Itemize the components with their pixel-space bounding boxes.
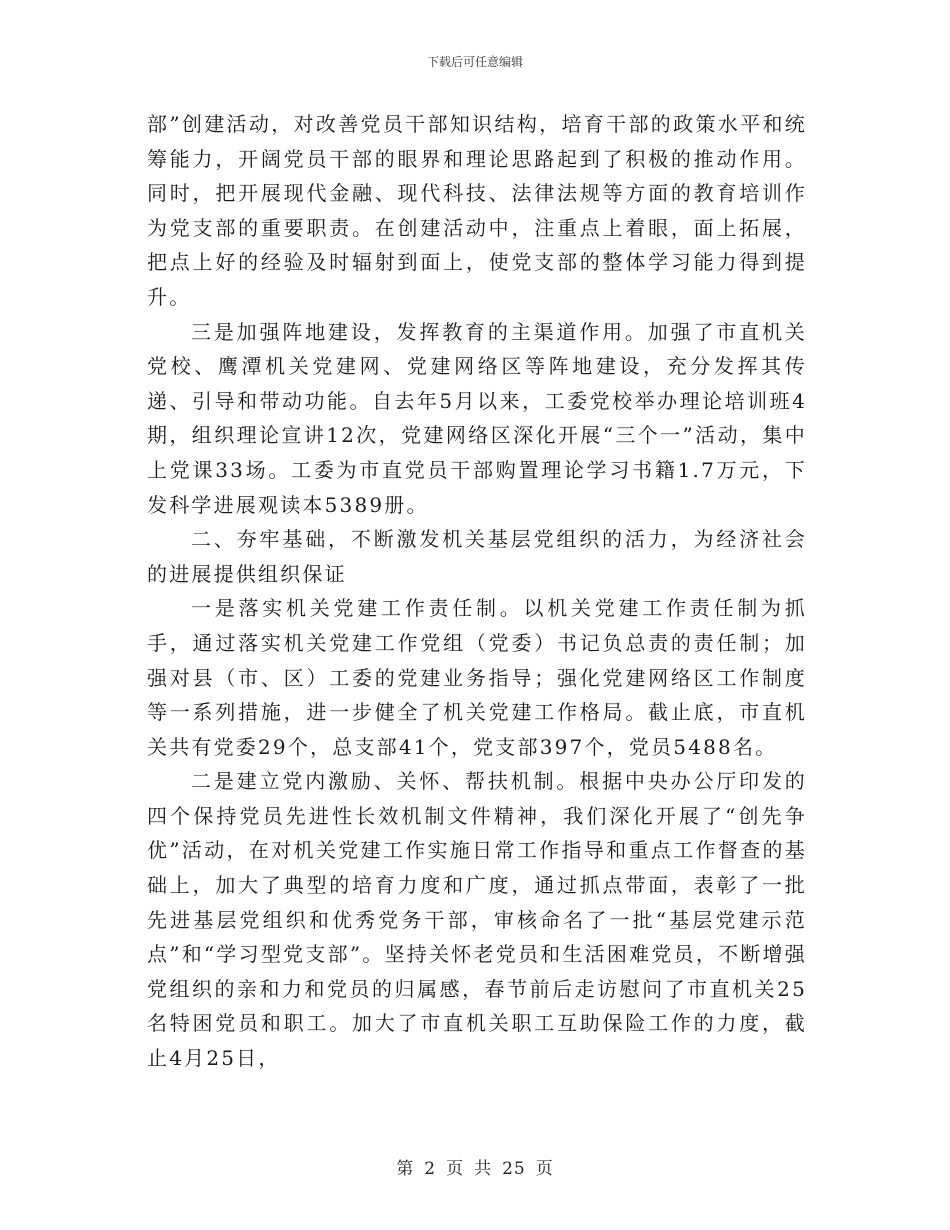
- paragraph: 三是加强阵地建设，发挥教育的主渠道作用。加强了市直机关党校、鹰潭机关党建网、党建网络区等阵地建设，充分发挥其传递、引导和带动功能。自去年5月以来，工委党校举办理论培训班4期，组织理论宣讲12次，党建网络区深化开展“三个一”活动，集中上党课33场。工委为市直党员干部购置理论学习书籍1.7万元，下发科学进展观读本5389册。: [147, 319, 807, 517]
- total-label: 共: [474, 1159, 493, 1179]
- total-pages-number: 25: [502, 1159, 526, 1179]
- paragraph: 二是建立党内激励、关怀、帮扶机制。根据中央办公厅印发的四个保持党员先进性长效机制文件精神，我们深化开展了“创先争优”活动，在对机关党建工作实施日常工作指导和重点工作督查的基础上，加大了典型的培育力度和广度，通过抓点带面，表彰了一批先进基层党组织和优秀党务干部，审核命名了一批“基层党建示范点”和“学习型党支部”。坚持关怀老党员和生活困难党员，不断增强党组织的亲和力和党员的归属感，春节前后走访慰问了市直机关25名特困党员和职工。加大了市直机关职工互助保险工作的力度，截止4月25日，: [147, 769, 807, 1071]
- page-header: 下载后可任意编辑: [426, 55, 523, 69]
- current-page-number: 2: [424, 1159, 437, 1179]
- page-label-mid: 页: [446, 1159, 465, 1179]
- paragraph-continuation: 部”创建活动，对改善党员干部知识结构，培育干部的政策水平和统筹能力，开阔党员干部的眼界和理论思路起到了积极的推动作用。同时，把开展现代金融、现代科技、法律法规等方面的教育培训作为党支部的重要职责。在创建活动中，注重点上着眼，面上拓展，把点上好的经验及时辐射到面上，使党支部的整体学习能力得到提升。: [147, 112, 807, 309]
- page-label-suffix: 页: [535, 1159, 554, 1179]
- page-footer: [0, 1154, 950, 1179]
- page-label-prefix: 第: [396, 1159, 415, 1179]
- paragraph: 一是落实机关党建工作责任制。以机关党建工作责任制为抓手，通过落实机关党建工作党组（党委）书记负总责的责任制；加强对县（市、区）工委的党建业务指导；强化党建网络区工作制度等一系列措施，进一步健全了机关党建工作格局。截止底，市直机关共有党委29个，总支部41个，党支部397个，党员5488名。: [147, 596, 807, 759]
- document-body: [147, 107, 807, 1076]
- section-heading: 二、夯牢基础，不断激发机关基层党组织的活力，为经济社会的进展提供组织保证: [147, 527, 807, 586]
